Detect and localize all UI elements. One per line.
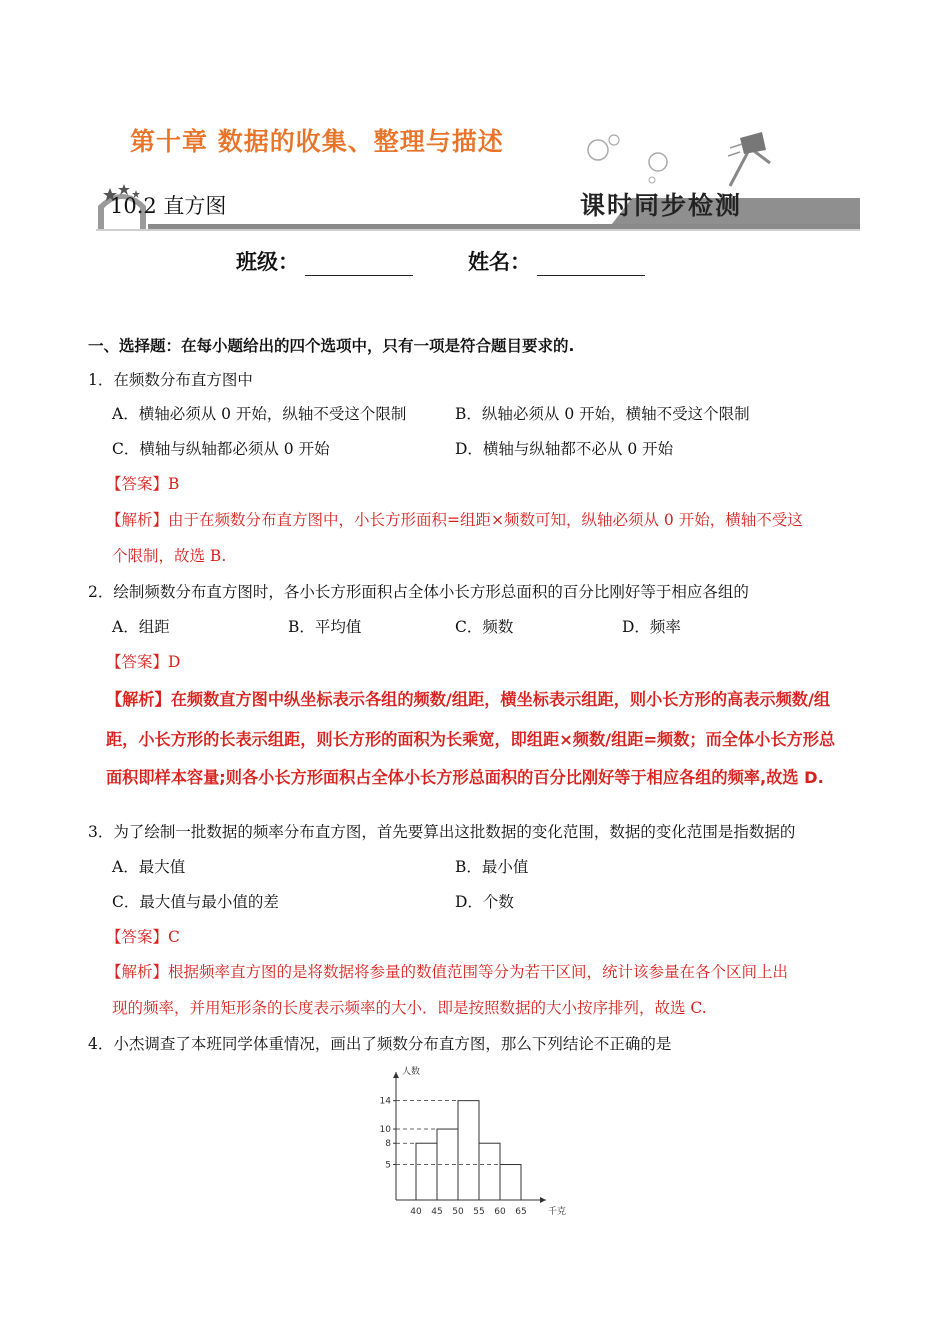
answer: 【答案】D <box>106 653 181 671</box>
banner-divider-light <box>96 229 860 231</box>
option-a: A．组距 <box>112 618 170 636</box>
x-tick-label: 55 <box>473 1207 485 1217</box>
analysis-line: 【解析】由于在频数分布直方图中，小长方形面积=组距×频数可知，纵轴必须从 0 开始，横轴不受这 <box>106 511 803 529</box>
weight-histogram <box>378 1062 578 1222</box>
analysis-line: 个限制，故选 B. <box>112 547 227 565</box>
part-heading: 一、选择题：在每小题给出的四个选项中，只有一项是符合题目要求的. <box>88 337 575 355</box>
name-blank[interactable] <box>537 255 645 276</box>
x-axis-arrow <box>540 1197 546 1203</box>
option-a: A．最大值 <box>112 858 186 876</box>
y-tick-label: 14 <box>379 1096 391 1107</box>
lamp-decoration-icon <box>580 128 790 188</box>
histogram-bar <box>416 1143 437 1200</box>
analysis-line: 面积即样本容量;则各小长方形面积占全体小长方形总面积的百分比刚好等于相应各组的频率,故选 D. <box>106 768 824 787</box>
option-b: B．平均值 <box>288 618 362 636</box>
y-tick-label: 5 <box>385 1160 391 1171</box>
x-tick-label: 60 <box>494 1207 506 1217</box>
analysis-line: 距，小长方形的长表示组距，则长方形的面积为长乘宽，即组距×频数/组距=频数；而全体小长方形总 <box>106 730 836 749</box>
option-b: B．最小值 <box>455 858 529 876</box>
x-tick-label: 40 <box>410 1207 422 1217</box>
analysis-line: 现的频率，并用矩形条的长度表示频率的大小．即是按照数据的大小按序排列，故选 C. <box>112 999 707 1017</box>
answer: 【答案】C <box>106 928 180 946</box>
option-a: A．横轴必须从 0 开始，纵轴不受这个限制 <box>112 405 407 423</box>
y-axis-label: 人数 <box>402 1067 421 1077</box>
option-d: D．频率 <box>622 618 681 636</box>
analysis-line: 【解析】根据频率直方图的是将数据将参量的数值范围等分为若干区间，统计该参量在各个区间上出 <box>106 963 789 981</box>
analysis-line: 【解析】在频数直方图中纵坐标表示各组的频数/组距，横坐标表示组距，则小长方形的高表示频数/组 <box>106 690 831 709</box>
question-stem: 2．绘制频数分布直方图时，各小长方形面积占全体小长方形总面积的百分比刚好等于相应各组的 <box>88 583 749 601</box>
y-tick-label: 8 <box>385 1139 391 1150</box>
histogram-bar <box>500 1165 521 1200</box>
class-blank[interactable] <box>305 255 413 276</box>
y-axis-arrow <box>393 1072 399 1078</box>
histogram-bar <box>479 1143 500 1200</box>
question-stem: 4．小杰调查了本班同学体重情况，画出了频数分布直方图，那么下列结论不正确的是 <box>88 1035 672 1053</box>
histogram-bar <box>458 1101 479 1200</box>
question-stem: 1．在频数分布直方图中 <box>88 371 253 389</box>
class-label: 班级： <box>236 250 299 274</box>
question-stem: 3．为了绘制一批数据的频率分布直方图，首先要算出这批数据的变化范围，数据的变化范围是指数据的 <box>88 823 796 841</box>
class-field <box>236 246 413 276</box>
option-c: C．横轴与纵轴都必须从 0 开始 <box>112 440 330 458</box>
name-field <box>468 246 645 276</box>
option-b: B．纵轴必须从 0 开始，横轴不受这个限制 <box>455 405 750 423</box>
name-label: 姓名： <box>468 250 531 274</box>
option-c: C．频数 <box>455 618 514 636</box>
x-tick-label: 50 <box>452 1207 464 1217</box>
x-tick-label: 45 <box>431 1207 443 1217</box>
option-d: D．横轴与纵轴都不必从 0 开始 <box>455 440 674 458</box>
chapter-title: 第十章 数据的收集、整理与描述 <box>130 127 504 156</box>
option-c: C．最大值与最小值的差 <box>112 893 279 911</box>
y-tick-label: 10 <box>379 1125 391 1136</box>
option-d: D．个数 <box>455 893 514 911</box>
x-axis-label: 千克 <box>548 1207 567 1217</box>
section-title: 10.2 直方图 <box>110 194 227 218</box>
x-tick-label: 65 <box>515 1207 527 1217</box>
answer: 【答案】B <box>106 475 180 493</box>
banner-label: 课时同步检测 <box>580 191 743 220</box>
